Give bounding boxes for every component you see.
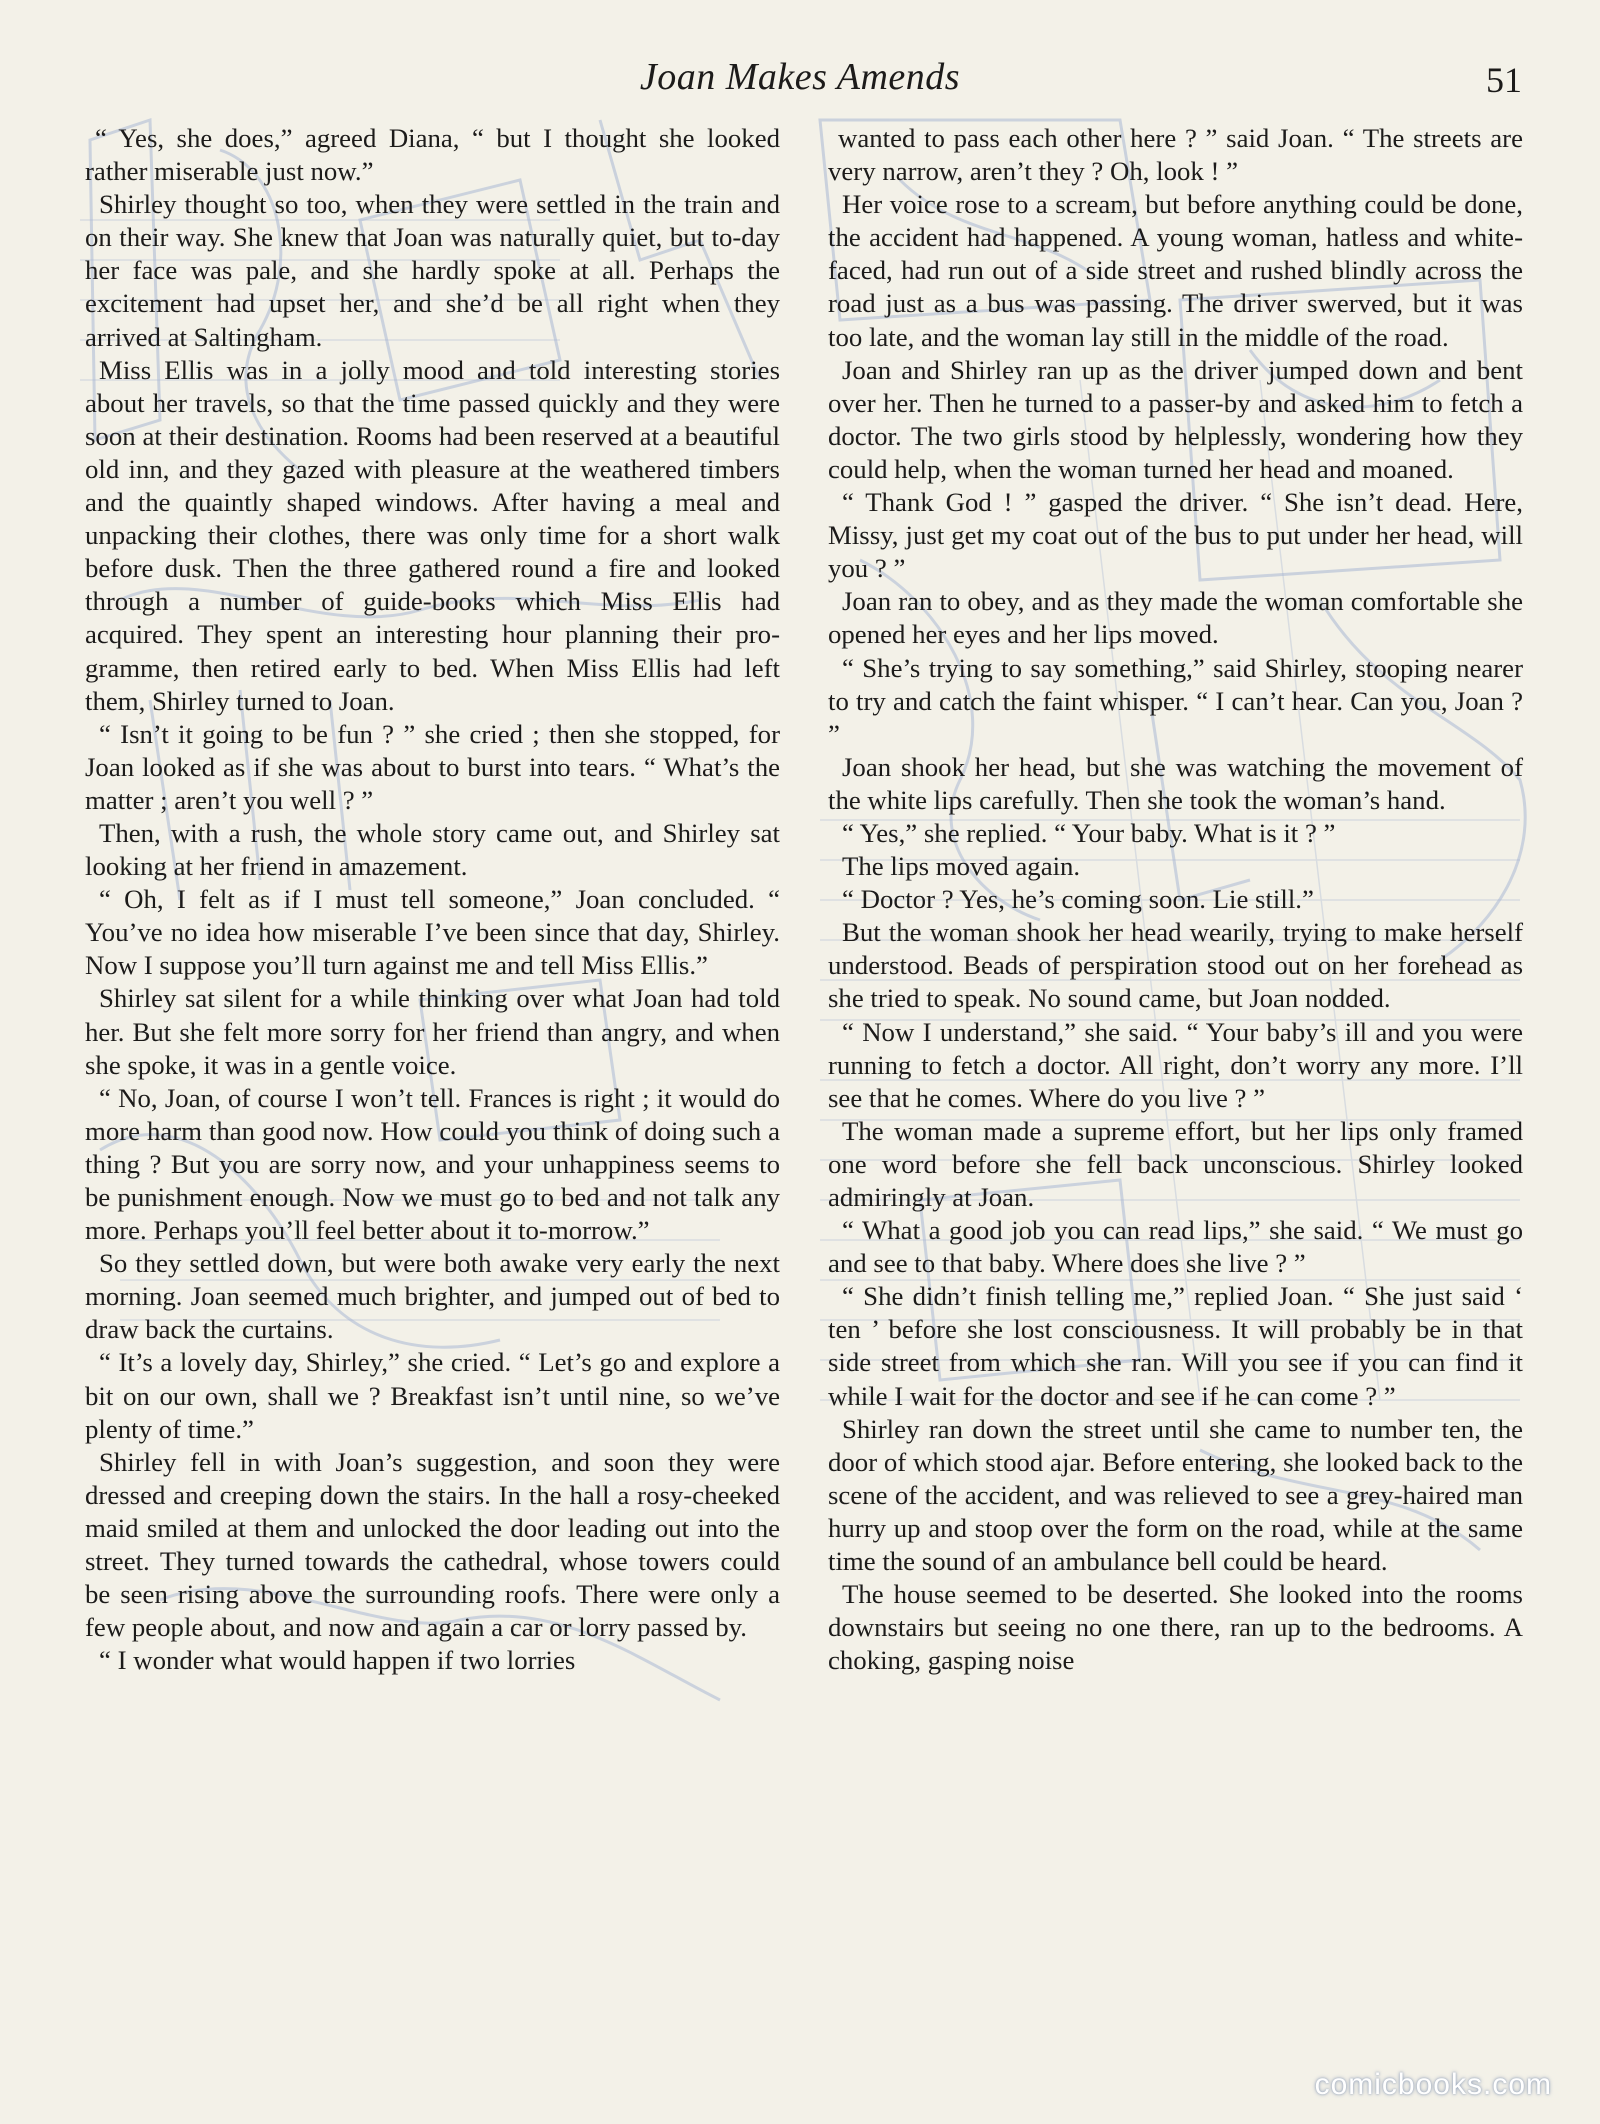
paragraph: Joan and Shirley ran up as the driver jumped down and bent over her. Then he turned to a passer-by and asked him to fetch a doctor. The two girls stood by helplessly, wondering how they could help, when the woman turned her head and moaned. bbox=[828, 354, 1523, 484]
paragraph: “ Doctor ? Yes, he’s coming soon. Lie still.” bbox=[842, 884, 1314, 915]
paragraph: “ She’s trying to say something,” said Shirley, stooping nearer to try and catch the faint whisper. “ I can’t hear. Can you, Joan ? ” bbox=[828, 652, 1523, 749]
right-column bbox=[828, 122, 1523, 2037]
paragraph: Joan shook her head, but she was watching the movement of the white lips carefully. Then she took the woman’s hand. bbox=[828, 751, 1523, 815]
paragraph: Shirley fell in with Joan’s suggestion, and soon they were dressed and creeping down the stairs. In the hall a rosy-cheeked maid smiled at them and unlocked the door leading out into the street. They turned towards the cathedral, whose towers could be seen rising above the surrounding roofs. There were only a few people about, and now and again a car or lorry passed by. bbox=[85, 1446, 780, 1643]
paragraph: Joan ran to obey, and as they made the woman comfortable she opened her eyes and her lips moved. bbox=[828, 586, 1523, 650]
paragraph: “ What a good job you can read lips,” she said. “ We must go and see to that baby. Where does she live ? ” bbox=[828, 1215, 1523, 1279]
paragraph: But the woman shook her head wearily, trying to make herself understood. Beads of perspiration stood out on her forehead as she tried to speak. No sound came, but Joan nodded. bbox=[828, 917, 1523, 1014]
paragraph: Miss Ellis was in a jolly mood and told interesting stories about her travels, so that the time passed quickly and they were soon at their destination. Rooms had been reserved at a beautiful old inn, and they gazed with pleasure at the weathered timbers and the quaintly shaped windows. After having a meal and unpacking their clothes, there was only time for a short walk before dusk. Then the three gathered round a fire and looked through a number of guide-books which Miss Ellis had acquired. They spent an interesting hour planning their programme, then retired early to bed. When Miss Ellis had left them, Shirley turned to Joan. bbox=[85, 354, 780, 716]
paragraph: The house seemed to be deserted. She looked into the rooms downstairs but seeing no one there, ran up to the bedrooms. A choking, gasping noise bbox=[828, 1579, 1523, 1676]
paragraph: Shirley ran down the street until she came to number ten, the door of which stood ajar. Before entering, she looked back to the scene of the accident, and was relieved to see a grey-haired man hurry up and stoop over the form on the road, while at the same time the sound of an ambulance bell could be heard. bbox=[828, 1413, 1523, 1577]
paragraph: “ Oh, I felt as if I must tell someone,” Joan concluded. “ You’ve no idea how miserable I’ve been since that day, Shirley. Now I suppose you’ll turn against me and tell Miss Ellis.” bbox=[85, 884, 780, 981]
paragraph: The lips moved again. bbox=[842, 851, 1081, 882]
paragraph: Shirley sat silent for a while thinking over what Joan had told her. But she felt more sorry for her friend than angry, and when she spoke, it was in a gentle voice. bbox=[85, 983, 780, 1080]
paragraph: “ Yes,” she replied. “ Your baby. What is it ? ” bbox=[842, 817, 1336, 848]
paragraph: The woman made a supreme effort, but her lips only framed one word before she fell back unconscious. Shirley looked admiringly at Joan. bbox=[828, 1115, 1523, 1212]
paragraph: wanted to pass each other here ? ” said Joan. “ The streets are very narrow, aren’t they ? Oh, look ! ” bbox=[828, 123, 1523, 187]
paragraph: So they settled down, but were both awake very early the next morning. Joan seemed much brighter, and jumped out of bed to draw back the curtains. bbox=[85, 1248, 780, 1345]
text-columns bbox=[85, 122, 1523, 2037]
paragraph: Shirley thought so too, when they were settled in the train and on their way. She knew that Joan was naturally quiet, but to-day her face was pale, and she hardly spoke at all. Perhaps the excitement had upset her, and she’d be all right when they arrived at Saltingham. bbox=[85, 189, 780, 352]
paragraph: Her voice rose to a scream, but before anything could be done, the accident had happened. A young woman, hatless and white-faced, had run out of a side street and rushed blindly across the road just as a bus was passing. The driver swerved, but it was too late, and the woman lay still in the middle of the road. bbox=[828, 189, 1523, 352]
paragraph: “ She didn’t finish telling me,” replied Joan. “ She just said ‘ ten ’ before she lost consciousness. It will probably be in that side street from which she ran. Will you see if you can find it while I wait for the doctor and see if he can come ? ” bbox=[828, 1281, 1523, 1411]
paragraph: “ Yes, she does,” agreed Diana, “ but I thought she looked rather miserable just now.” bbox=[85, 123, 780, 187]
paragraph: “ Now I understand,” she said. “ Your baby’s ill and you were running to fetch a doctor. All right, don’t worry any more. I’ll see that he comes. Where do you live ? ” bbox=[828, 1016, 1523, 1113]
page-header bbox=[0, 55, 1600, 115]
paragraph: “ It’s a lovely day, Shirley,” she cried. “ Let’s go and explore a bit on our own, shall we ? Breakfast isn’t until nine, so we’ve plenty of time.” bbox=[85, 1347, 780, 1444]
watermark-text: comicbooks.com bbox=[1314, 2068, 1552, 2101]
paragraph: “ Isn’t it going to be fun ? ” she cried ; then she stopped, for Joan looked as if she was about to burst into tears. “ What’s the matter ; aren’t you well ? ” bbox=[85, 718, 780, 815]
page-title: Joan Makes Amends bbox=[639, 56, 961, 98]
paragraph: “ I wonder what would happen if two lorries bbox=[99, 1645, 576, 1676]
paragraph: Then, with a rush, the whole story came out, and Shirley sat looking at her friend in amazement. bbox=[85, 817, 780, 882]
left-column bbox=[85, 122, 780, 2037]
paragraph: “ No, Joan, of course I won’t tell. Frances is right ; it would do more harm than good now. How could you think of doing such a thing ? But you are sorry now, and your unhappiness seems to be punishment enough. Now we must go to bed and not talk any more. Perhaps you’ll feel better about it to-morrow.” bbox=[85, 1082, 780, 1246]
paragraph: “ Thank God ! ” gasped the driver. “ She isn’t dead. Here, Missy, just get my coat out of the bus to put under her head, will you ? ” bbox=[828, 487, 1523, 584]
page-number: 51 bbox=[1486, 60, 1522, 100]
